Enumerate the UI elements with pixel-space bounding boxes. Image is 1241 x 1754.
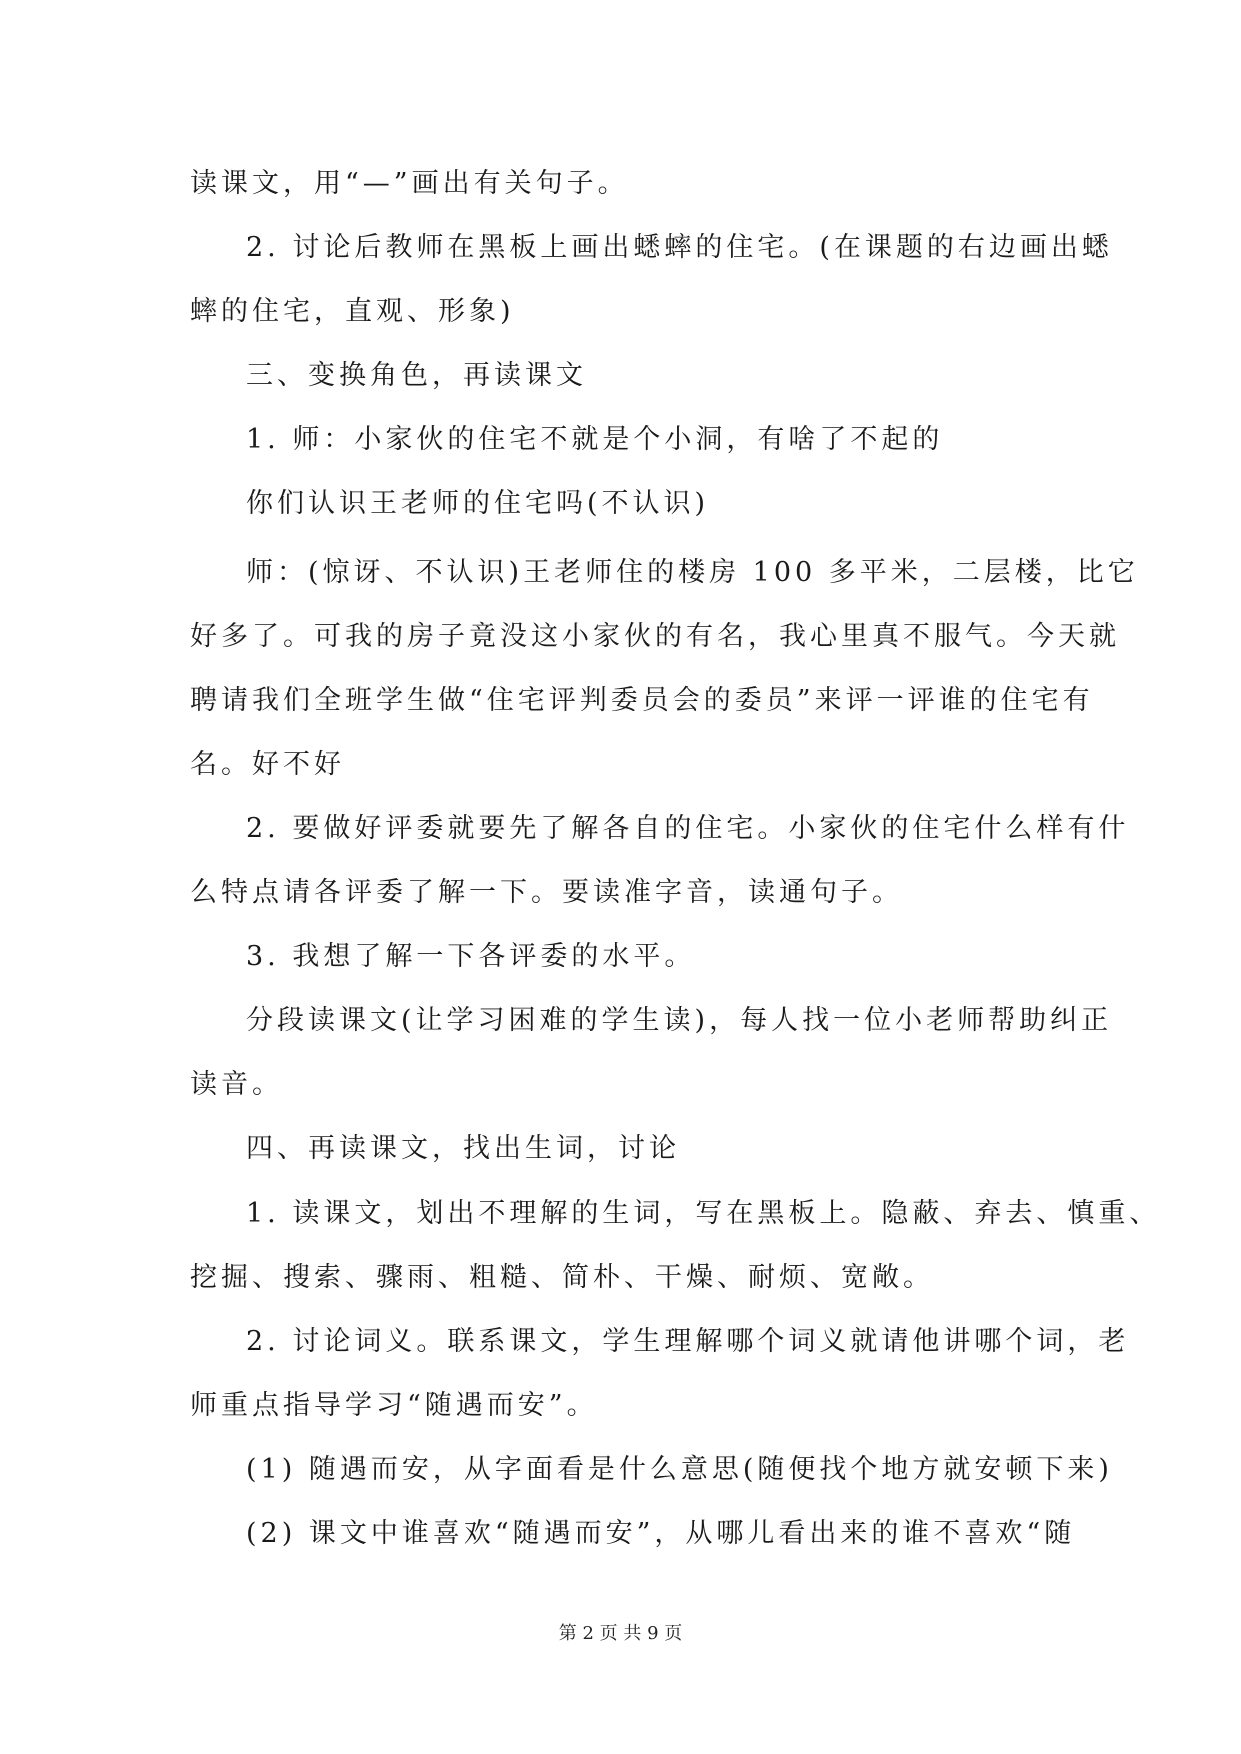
text-line-13: 3. 我想了解一下各评委的水平。 bbox=[246, 941, 696, 972]
section-heading-3: 三、变换角色，再读课文 bbox=[246, 360, 587, 391]
text-line-11: 2. 要做好评委就要先了解各自的住宅。小家伙的住宅什么样有什 bbox=[246, 813, 1130, 844]
text-line-18: 挖掘、搜索、骤雨、粗糙、简朴、干燥、耐烦、宽敞。 bbox=[190, 1262, 934, 1293]
text-line-1: 读课文，用“—”画出有关句子。 bbox=[190, 168, 629, 199]
text-line-21: (1) 随遇而安，从字面看是什么意思(随便找个地方就安顿下来) bbox=[246, 1454, 1113, 1485]
text-line-7: 师：(惊讶、不认识)王老师住的楼房 100 多平米，二层楼，比它 bbox=[246, 557, 1139, 588]
text-line-3: 蟀的住宅，直观、形象) bbox=[190, 296, 515, 327]
text-line-19: 2. 讨论词义。联系课文，学生理解哪个词义就请他讲哪个词，老 bbox=[246, 1326, 1130, 1357]
page-number-footer: 第 2 页 共 9 页 bbox=[558, 1623, 683, 1644]
text-line-5: 1. 师：小家伙的住宅不就是个小洞，有啥了不起的 bbox=[246, 424, 944, 455]
text-line-2: 2. 讨论后教师在黑板上画出蟋蟀的住宅。(在课题的右边画出蟋 bbox=[246, 232, 1113, 263]
text-line-15: 读音。 bbox=[190, 1069, 283, 1100]
text-line-12: 么特点请各评委了解一下。要读准字音，读通句子。 bbox=[190, 877, 903, 908]
text-line-9: 聘请我们全班学生做“住宅评判委员会的委员”来评一评谁的住宅有 bbox=[190, 685, 1094, 716]
text-line-20: 师重点指导学习“随遇而安”。 bbox=[190, 1390, 598, 1421]
section-heading-4: 四、再读课文，找出生词，讨论 bbox=[246, 1133, 680, 1164]
text-line-22: (2) 课文中谁喜欢“随遇而安”，从哪儿看出来的谁不喜欢“随 bbox=[246, 1518, 1076, 1549]
text-line-10: 名。好不好 bbox=[190, 749, 345, 780]
text-line-17: 1. 读课文，划出不理解的生词，写在黑板上。隐蔽、弃去、慎重、 bbox=[246, 1198, 1161, 1229]
text-line-14: 分段读课文(让学习困难的学生读)，每人找一位小老师帮助纠正 bbox=[246, 1005, 1113, 1036]
text-line-6: 你们认识王老师的住宅吗(不认识) bbox=[246, 488, 710, 519]
text-line-8: 好多了。可我的房子竟没这小家伙的有名，我心里真不服气。今天就 bbox=[190, 621, 1120, 652]
